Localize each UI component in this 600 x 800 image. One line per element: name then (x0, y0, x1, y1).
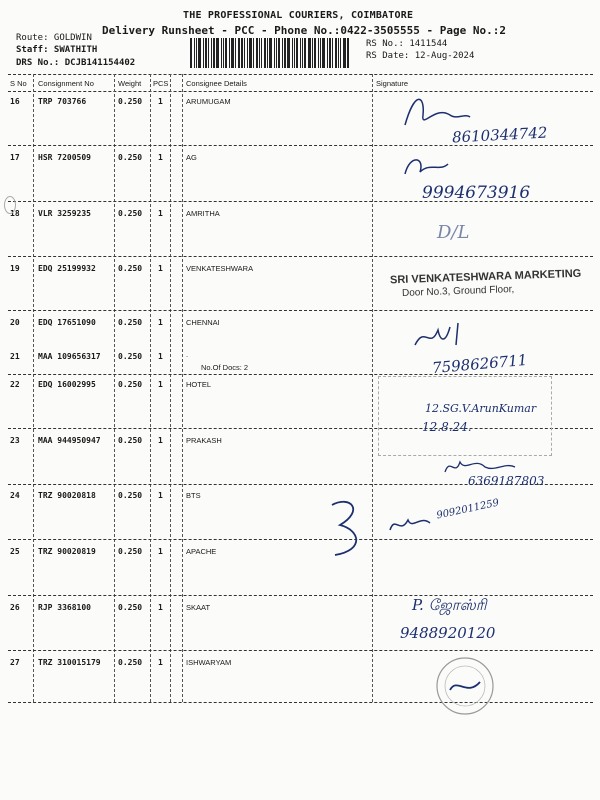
barcode-bar (216, 38, 219, 68)
row-consignee: ARUMUGAM (186, 97, 231, 106)
drs-number: DRS No.: DCJB141154402 (16, 58, 136, 68)
barcode-bar (213, 38, 215, 68)
barcode-bar (308, 38, 311, 68)
barcode-bar (264, 38, 266, 68)
row-consignee: ISHWARYAM (186, 658, 232, 667)
row-consignment-no: EDQ 16002995 (38, 380, 96, 389)
handwritten-phone: 8610344742 (451, 123, 548, 147)
signature-scribble (400, 152, 450, 182)
row-weight: 0.250 (118, 380, 143, 389)
row-consignment-no: MAA 944950947 (38, 436, 101, 445)
row-consignment-no: MAA 109656317 (38, 352, 101, 361)
barcode-bar (282, 38, 283, 68)
column-divider (150, 74, 151, 702)
row-sno: 23 (10, 436, 20, 445)
barcode-bar (229, 38, 230, 68)
barcode-bar (231, 38, 234, 68)
row-consignee: . (186, 350, 189, 359)
header-top-rule (8, 74, 593, 75)
handwritten-name: P. ஜோஸ்ரி (412, 596, 487, 614)
barcode-bar (261, 38, 262, 68)
row-consignment-no: HSR 7200509 (38, 153, 91, 162)
barcode (190, 38, 360, 68)
handwritten-date: 12.8.24. (422, 420, 472, 434)
rs-date: RS Date: 12-Aug-2024 (366, 51, 475, 61)
row-sno: 26 (10, 603, 20, 612)
company-stamp-name: SRI VENKATESHWARA MARKETING (389, 267, 582, 287)
row-weight: 0.250 (118, 264, 143, 273)
row-consignment-no: TRZ 90020819 (38, 547, 96, 556)
row-consignee: HOTEL (186, 380, 212, 389)
barcode-bar (198, 38, 201, 68)
row-separator (8, 595, 593, 596)
staff-label: Staff: SWATHITH (16, 45, 98, 55)
row-weight: 0.250 (118, 97, 143, 106)
barcode-bar (249, 38, 252, 68)
row-weight: 0.250 (118, 436, 143, 445)
document-title: THE PROFESSIONAL COURIERS, COIMBATORE (183, 10, 414, 21)
barcode-bar (256, 38, 258, 68)
row-consignee: VENKATESHWARA (186, 264, 254, 273)
row-sno: 16 (10, 97, 20, 106)
barcode-bar (208, 38, 209, 68)
col-header-pcs: PCS (153, 79, 169, 88)
barcode-bar (241, 38, 243, 68)
row-sno: 17 (10, 153, 20, 162)
barcode-bar (340, 38, 341, 68)
barcode-bar (203, 38, 204, 68)
barcode-bar (194, 38, 195, 68)
barcode-bar (267, 38, 268, 68)
barcode-bar (338, 38, 339, 68)
punch-hole-mark (4, 196, 16, 214)
header-bottom-rule (8, 91, 593, 92)
barcode-bar (329, 38, 331, 68)
column-divider (372, 74, 373, 702)
row-separator (8, 374, 593, 375)
row-consignee: CHENNAI (186, 318, 220, 327)
barcode-bar (238, 38, 240, 68)
row-pcs: 1 (158, 547, 163, 556)
row-consignment-no: TRP 703766 (38, 97, 87, 106)
row-separator (8, 256, 593, 257)
row-pcs: 1 (158, 380, 163, 389)
column-divider (114, 74, 115, 702)
company-stamp-address: Door No.3, Ground Floor, (401, 284, 515, 299)
barcode-bar (244, 38, 245, 68)
barcode-bar (211, 38, 212, 68)
barcode-bar (274, 38, 275, 68)
barcode-bar (322, 38, 325, 68)
row-sno: 22 (10, 380, 20, 389)
round-seal-stamp (425, 652, 505, 718)
row-weight: 0.250 (118, 153, 143, 162)
row-consignment-no: EDQ 17651090 (38, 318, 96, 327)
barcode-bar (312, 38, 313, 68)
row-sno: 25 (10, 547, 20, 556)
row-consignee: BTS (186, 491, 201, 500)
barcode-bar (287, 38, 290, 68)
barcode-bar (284, 38, 286, 68)
row-pcs: 1 (158, 436, 163, 445)
column-divider (182, 74, 183, 702)
row-separator (8, 539, 593, 540)
barcode-bar (343, 38, 346, 68)
row-sno: 19 (10, 264, 20, 273)
row-pcs: 1 (158, 209, 163, 218)
signature-scribble (320, 495, 460, 575)
barcode-bar (223, 38, 224, 68)
barcode-bar (332, 38, 333, 68)
column-divider (33, 74, 34, 702)
handwritten-delivered-mark: D/L (437, 222, 470, 243)
col-header-sno: S No (10, 79, 27, 88)
row-consignment-no: EDQ 25199932 (38, 264, 96, 273)
row-sno: 18 (10, 209, 20, 218)
row-consignment-no: RJP 3368100 (38, 603, 91, 612)
barcode-bar (190, 38, 192, 68)
row-pcs: 1 (158, 658, 163, 667)
handwritten-phone: 9994673916 (422, 183, 531, 203)
row-consignee: AMRITHA (186, 209, 220, 218)
row-weight: 0.250 (118, 658, 143, 667)
barcode-bar (205, 38, 207, 68)
col-header-weight: Weight (118, 79, 142, 88)
row-pcs: 1 (158, 318, 163, 327)
barcode-bar (278, 38, 280, 68)
row-weight: 0.250 (118, 209, 143, 218)
handwritten-phone: 6369187803 (468, 474, 545, 488)
rs-number: RS No.: 1411544 (366, 39, 448, 49)
handwritten-phone: 9092011259 (435, 497, 501, 522)
barcode-bar (302, 38, 303, 68)
col-header-signature: Signature (376, 79, 409, 88)
barcode-bar (221, 38, 222, 68)
barcode-bar (318, 38, 319, 68)
row-pcs: 1 (158, 603, 163, 612)
row-sno: 20 (10, 318, 20, 327)
row-consignment-no: VLR 3259235 (38, 209, 91, 218)
barcode-bar (292, 38, 293, 68)
row-consignment-no: TRZ 90020818 (38, 491, 96, 500)
row-weight: 0.250 (118, 491, 143, 500)
barcode-bar (304, 38, 306, 68)
handwritten-phone: 9488920120 (400, 624, 496, 642)
row-pcs: 1 (158, 491, 163, 500)
row-pcs: 1 (158, 97, 163, 106)
handwritten-receiver: 12.SG.V.ArunKumar (425, 402, 537, 415)
row-separator (8, 702, 593, 703)
barcode-bar (347, 38, 349, 68)
row-pcs: 1 (158, 153, 163, 162)
row-weight: 0.250 (118, 352, 143, 361)
receiving-stamp (378, 376, 552, 456)
row-weight: 0.250 (118, 603, 143, 612)
row-sno: 24 (10, 491, 20, 500)
signature-scribble (410, 315, 470, 355)
barcode-bar (269, 38, 272, 68)
row-consignee: AG (186, 153, 197, 162)
barcode-bar (320, 38, 321, 68)
barcode-bar (225, 38, 227, 68)
barcode-bar (235, 38, 236, 68)
runsheet-subtitle: Delivery Runsheet - PCC - Phone No.:0422-3505555 - Page No.:2 (102, 24, 506, 37)
route-label: Route: GOLDWIN (16, 33, 92, 43)
col-header-consignee: Consignee Details (186, 79, 247, 88)
row-weight: 0.250 (118, 547, 143, 556)
row-weight: 0.250 (118, 318, 143, 327)
row-docs-note: No.Of Docs: 2 (201, 363, 249, 372)
barcode-bar (259, 38, 260, 68)
barcode-bar (296, 38, 298, 68)
row-pcs: 1 (158, 352, 163, 361)
barcode-bar (276, 38, 277, 68)
barcode-bar (247, 38, 248, 68)
row-consignment-no: TRZ 310015179 (38, 658, 101, 667)
barcode-bar (294, 38, 295, 68)
barcode-bar (314, 38, 316, 68)
row-separator (8, 310, 593, 311)
row-consignee: SKAAT (186, 603, 211, 612)
row-pcs: 1 (158, 264, 163, 273)
row-consignee: PRAKASH (186, 436, 222, 445)
barcode-bar (327, 38, 328, 68)
column-divider (170, 74, 171, 702)
barcode-bar (300, 38, 301, 68)
barcode-bar (335, 38, 337, 68)
row-separator (8, 145, 593, 146)
handwritten-phone: 7598626711 (431, 350, 529, 378)
col-header-consignment: Consignment No (38, 79, 94, 88)
row-sno: 21 (10, 352, 20, 361)
barcode-bar (196, 38, 197, 68)
row-consignee: APACHE (186, 547, 217, 556)
row-sno: 27 (10, 658, 20, 667)
barcode-bar (253, 38, 254, 68)
row-separator (8, 650, 593, 651)
